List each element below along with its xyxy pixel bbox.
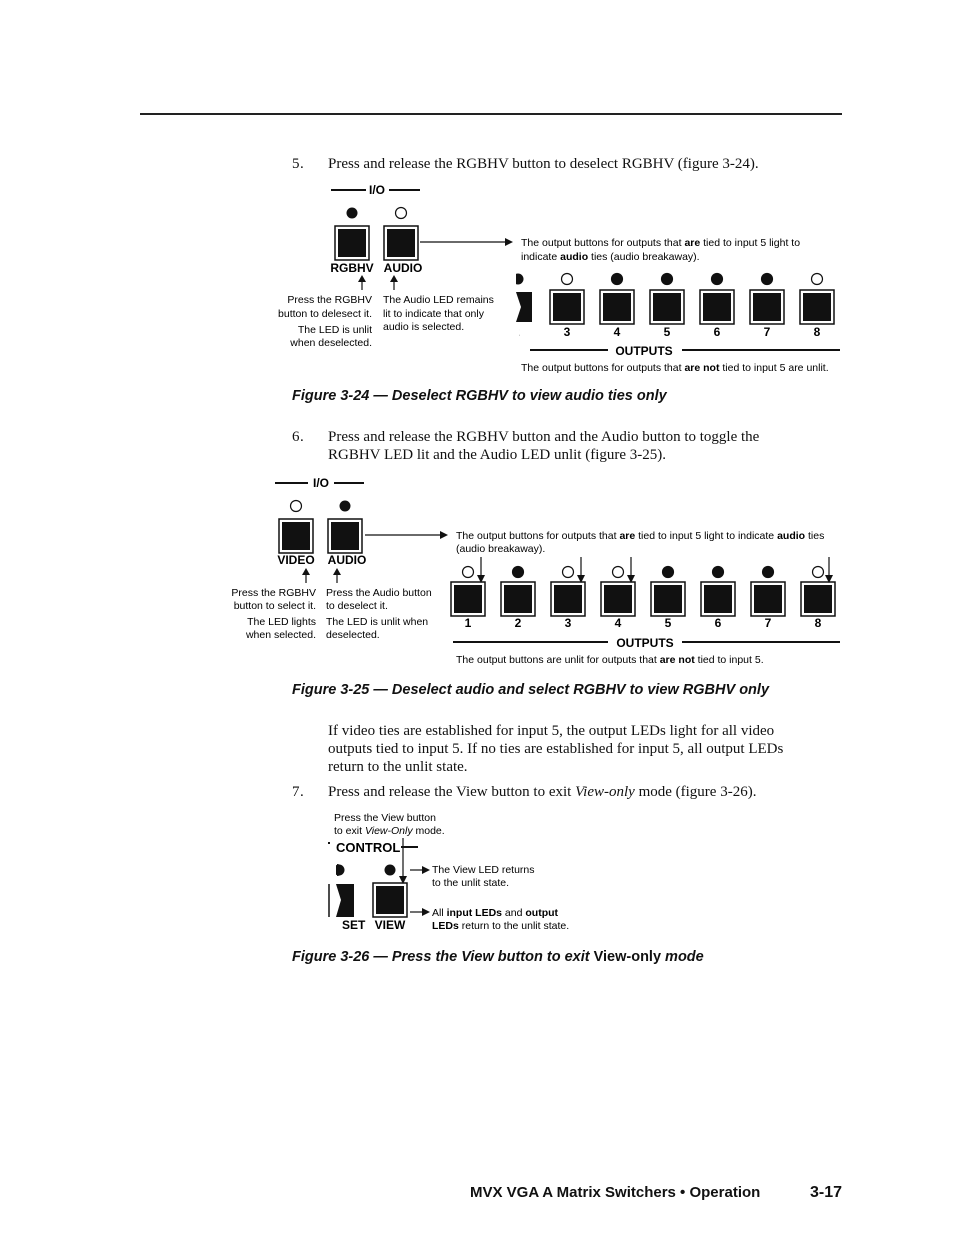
fig24-note-mid: lit to indicate that only <box>383 308 484 320</box>
fig24-top-note: indicate audio ties (audio breakaway). <box>521 251 700 263</box>
output-led <box>562 274 573 285</box>
partial-output-button <box>516 292 532 322</box>
output-number: 3 <box>564 616 572 630</box>
control-label: CONTROL <box>336 840 401 855</box>
fig25-note-mid: Press the Audio button <box>326 587 432 599</box>
output-number: 2 <box>514 616 522 630</box>
output-button[interactable] <box>804 585 832 613</box>
output-number: 8 <box>814 616 822 630</box>
fig25-note-mid: deselected. <box>326 629 380 641</box>
view-button[interactable] <box>376 886 404 914</box>
output-led <box>663 567 674 578</box>
fig25-note-mid: The LED is unlit when <box>326 616 429 628</box>
fig25-note-mid: to deselect it. <box>326 600 388 612</box>
output-led <box>812 274 823 285</box>
step-text: RGBHV LED lit and the Audio LED unlit (figure 3-25). <box>328 447 667 463</box>
output-led <box>612 274 623 285</box>
fig26-note-right: to the unlit state. <box>432 877 510 889</box>
right-arrow-icon <box>505 238 513 246</box>
step-text: Press and release the View button to exit View-only mode (figure 3-26). <box>328 784 757 800</box>
video-button[interactable] <box>282 522 310 550</box>
output-number: 7 <box>764 616 772 630</box>
step-text: Press and release the RGBHV button and the Audio button to toggle the <box>328 429 760 445</box>
output-button[interactable] <box>703 293 731 321</box>
output-number: 3 <box>563 325 571 339</box>
right-arrow-icon <box>440 531 448 539</box>
paragraph-line: If video ties are established for input 5, the output LEDs light for all video <box>328 723 775 739</box>
up-arrow-icon <box>390 275 398 282</box>
audio-led <box>340 501 351 512</box>
right-arrow-icon <box>422 908 430 916</box>
video-led <box>291 501 302 512</box>
output-button[interactable] <box>604 585 632 613</box>
fig24-output-buttons <box>550 274 834 340</box>
fig25-top-note: The output buttons for outputs that are tied to input 5 light to indicate audio ties <box>456 530 825 542</box>
fig24-note-mid: The Audio LED remains <box>383 294 494 306</box>
reset-label: SET <box>342 918 366 932</box>
fig25-output-buttons <box>451 557 835 630</box>
fig24-note-left: when deselected. <box>290 337 372 349</box>
view-label: VIEW <box>374 918 406 932</box>
output-button[interactable] <box>454 585 482 613</box>
fig24-note-mid: audio is selected. <box>383 321 465 333</box>
fig24-note-left: button to delesect it. <box>278 308 372 320</box>
fig24-io-label: I/O <box>368 183 386 197</box>
step-6: 6 . Press and release the RGBHV button and the Audio button to toggle the RGBHV LED lit and the Audio LED unlit (figure 3-25). <box>292 429 760 463</box>
output-button[interactable] <box>754 585 782 613</box>
view-led <box>385 865 396 876</box>
output-led <box>762 274 773 285</box>
output-led <box>662 274 673 285</box>
fig25-note-left: button to select it. <box>233 600 316 612</box>
fig26-note-top: to exit View-Only mode. <box>334 825 445 837</box>
fig26-note-top: Press the View button <box>334 812 436 824</box>
figure-3-24-caption: Figure 3-24 — Deselect RGBHV to view audio ties only <box>292 388 667 404</box>
output-button[interactable] <box>753 293 781 321</box>
figure-3-26-caption: Figure 3-26 — Press the View button to exit View-only mode <box>292 949 704 965</box>
output-number: 5 <box>663 325 671 339</box>
audio-label: AUDIO <box>327 553 367 567</box>
figure-3-25-caption: Figure 3-25 — Deselect audio and select RGBHV to view RGBHV only <box>292 682 770 698</box>
rgbhv-button[interactable] <box>338 229 366 257</box>
page-number: 3-17 <box>809 1184 842 1201</box>
step-number: 6 <box>292 429 300 445</box>
output-number: 6 <box>714 616 722 630</box>
output-led <box>713 567 724 578</box>
footer-title: MVX VGA A Matrix Switchers • Operation <box>470 1184 761 1201</box>
up-arrow-icon <box>358 275 366 282</box>
paragraph-line: outputs tied to input 5. If no ties are established for input 5, all output LEDs <box>328 741 784 757</box>
output-button[interactable] <box>504 585 532 613</box>
output-button[interactable] <box>704 585 732 613</box>
output-button[interactable] <box>803 293 831 321</box>
fig25-note-left: Press the RGBHV <box>231 587 316 599</box>
output-number: 4 <box>613 325 621 339</box>
fig26-note-right: LEDs return to the unlit state. <box>432 920 570 932</box>
fig25-note-left: when selected. <box>245 629 316 641</box>
output-number: 1 <box>464 616 472 630</box>
video-label: VIDEO <box>277 553 315 567</box>
audio-button[interactable] <box>331 522 359 550</box>
body-paragraph <box>328 722 783 776</box>
fig25-bottom-note: The output buttons are unlit for outputs that are not tied to input 5. <box>456 654 764 666</box>
fig25-outputs-label: OUTPUTS <box>616 636 674 650</box>
fig26-note-right: The View LED returns <box>432 864 535 876</box>
up-arrow-icon <box>302 568 310 575</box>
fig25-io-label: I/O <box>312 476 330 490</box>
output-button[interactable] <box>653 293 681 321</box>
output-led <box>463 567 474 578</box>
output-button[interactable] <box>654 585 682 613</box>
step-number: 7 <box>292 784 300 800</box>
fig24-top-note: The output buttons for outputs that are tied to input 5 light to <box>521 237 801 249</box>
page-footer <box>470 1184 842 1201</box>
output-led <box>563 567 574 578</box>
fig25-top-note: (audio breakaway). <box>456 543 546 555</box>
audio-led <box>396 208 407 219</box>
rgbhv-label: RGBHV <box>330 261 374 275</box>
step-number: 5 <box>292 156 300 172</box>
fig25-note-left: The LED lights <box>247 616 316 628</box>
output-led <box>513 567 524 578</box>
audio-button[interactable] <box>387 229 415 257</box>
paragraph-line: return to the unlit state. <box>328 759 468 775</box>
output-number: 4 <box>614 616 622 630</box>
step-text: Press and release the RGBHV button to deselect RGBHV (figure 3-24). <box>328 156 759 172</box>
output-led <box>613 567 624 578</box>
fig24-outputs-label: OUTPUTS <box>615 344 673 358</box>
output-number: 7 <box>763 325 771 339</box>
output-button[interactable] <box>554 585 582 613</box>
output-number: 8 <box>813 325 821 339</box>
fig24-note-left: Press the RGBHV <box>287 294 372 306</box>
output-button[interactable] <box>603 293 631 321</box>
output-led <box>813 567 824 578</box>
up-arrow-icon <box>333 568 341 575</box>
output-button[interactable] <box>553 293 581 321</box>
output-led <box>712 274 723 285</box>
rgbhv-led <box>347 208 358 219</box>
audio-label: AUDIO <box>383 261 423 275</box>
right-arrow-icon <box>422 866 430 874</box>
output-number: 5 <box>664 616 672 630</box>
reset-button-partial <box>336 884 354 917</box>
fig24-note-left: The LED is unlit <box>297 324 372 336</box>
output-led <box>763 567 774 578</box>
fig26-note-right: All input LEDs and output <box>432 907 559 919</box>
fig24-bottom-note: The output buttons for outputs that are not tied to input 5 are unlit. <box>521 362 829 374</box>
output-number: 6 <box>713 325 721 339</box>
